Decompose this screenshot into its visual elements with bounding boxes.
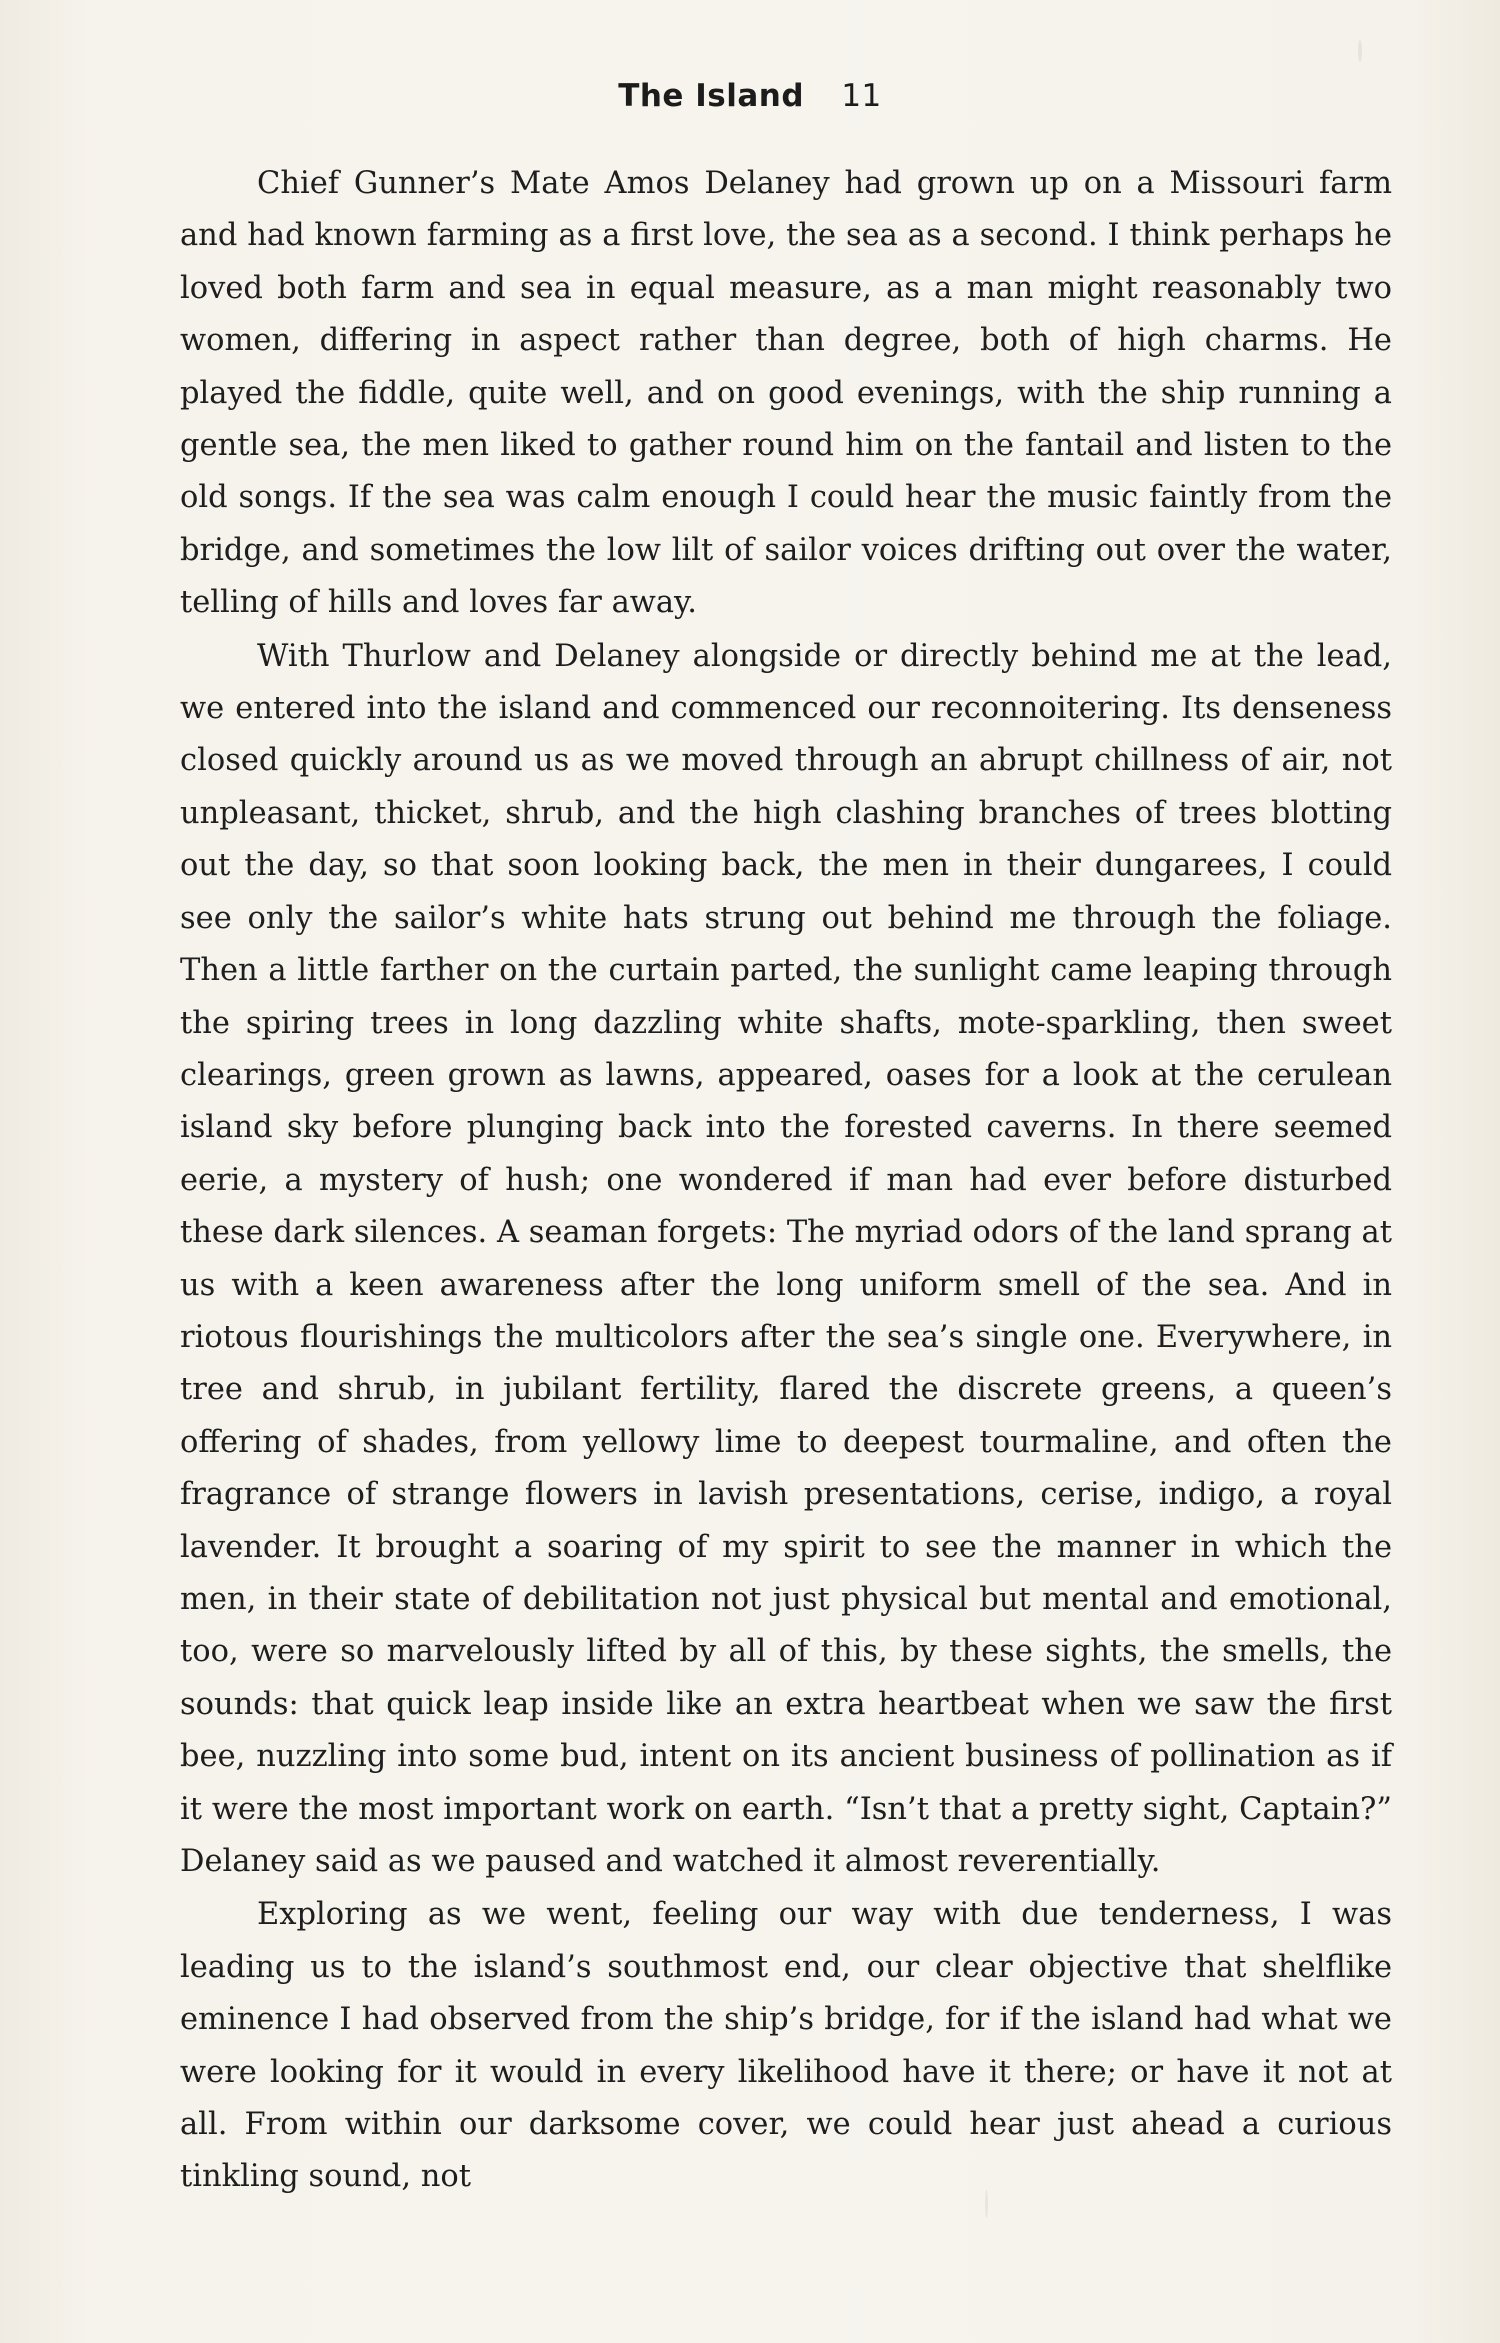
paragraph: Exploring as we went, feeling our way with due tenderness, I was leading us to the island’s southmost end, our clear objective that shelflike eminence I had observed from the ship’s bridge, for if the island had what we were looking for it would in every likelihood have it there; or have it not at all. From within our darksome cover, we could hear just ahead a curious tinkling sound, not <box>180 1897 1392 2195</box>
paragraph: With Thurlow and Delaney alongside or directly behind me at the lead, we entered into the island and commenced our reconnoitering. Its denseness closed quickly around us as we moved through an abrupt chillness of air, not unpleasant, thicket, shrub, and the high clashing branches of trees blotting out the day, so that soon looking back, the men in their dungarees, I could see only the sailor’s white hats strung out behind me through the foliage. Then a little farther on the curtain parted, the sunlight came leaping through the spiring trees in long dazzling white shafts, mote-sparkling, then sweet clearings, green grown as lawns, appeared, oases for a look at the cerulean island sky before plunging back into the forested caverns. In there seemed eerie, a mystery of hush; one wondered if man had ever before disturbed these dark silences. A seaman forgets: The myriad odors of the land sprang at us with a keen awareness after the long uniform smell of the sea. And in riotous flourishings the multicolors after the sea’s single one. Everywhere, in tree and shrub, in jubilant fertility, flared the discrete greens, a queen’s offering of shades, from yellowy lime to deepest tourmaline, and often the fragrance of strange flowers in lavish presentations, cerise, indigo, a royal lavender. It brought a soaring of my spirit to see the manner in which the men, in their state of debilitation not just physical but mental and emotional, too, were so marvelously lifted by all of this, by these sights, the smells, the sounds: that quick leap inside like an extra heartbeat when we saw the first bee, nuzzling into some bud, intent on its ancient business of pollination as if it were the most important work on earth. “Isn’t that a pretty sight, Captain?” Delaney said as we paused and watched it almost reverentially. <box>180 638 1392 1879</box>
running-head <box>0 78 1500 114</box>
paragraph: Chief Gunner’s Mate Amos Delaney had grown up on a Missouri farm and had known farming as a first love, the sea as a second. I think perhaps he loved both farm and sea in equal measure, as a man might reasonably two women, differing in aspect rather than degree, both of high charms. He played the fiddle, quite well, and on good evenings, with the ship running a gentle sea, the men liked to gather round him on the fantail and listen to the old songs. If the sea was calm enough I could hear the music faintly from the bridge, and sometimes the low lilt of sailor voices drifting out over the water, telling of hills and loves far away. <box>180 166 1392 621</box>
page-number: 11 <box>841 78 882 114</box>
body-text <box>180 158 1392 2204</box>
paper-speck <box>1358 40 1362 62</box>
chapter-title: The Island <box>618 78 805 114</box>
paper-speck <box>985 2190 988 2218</box>
